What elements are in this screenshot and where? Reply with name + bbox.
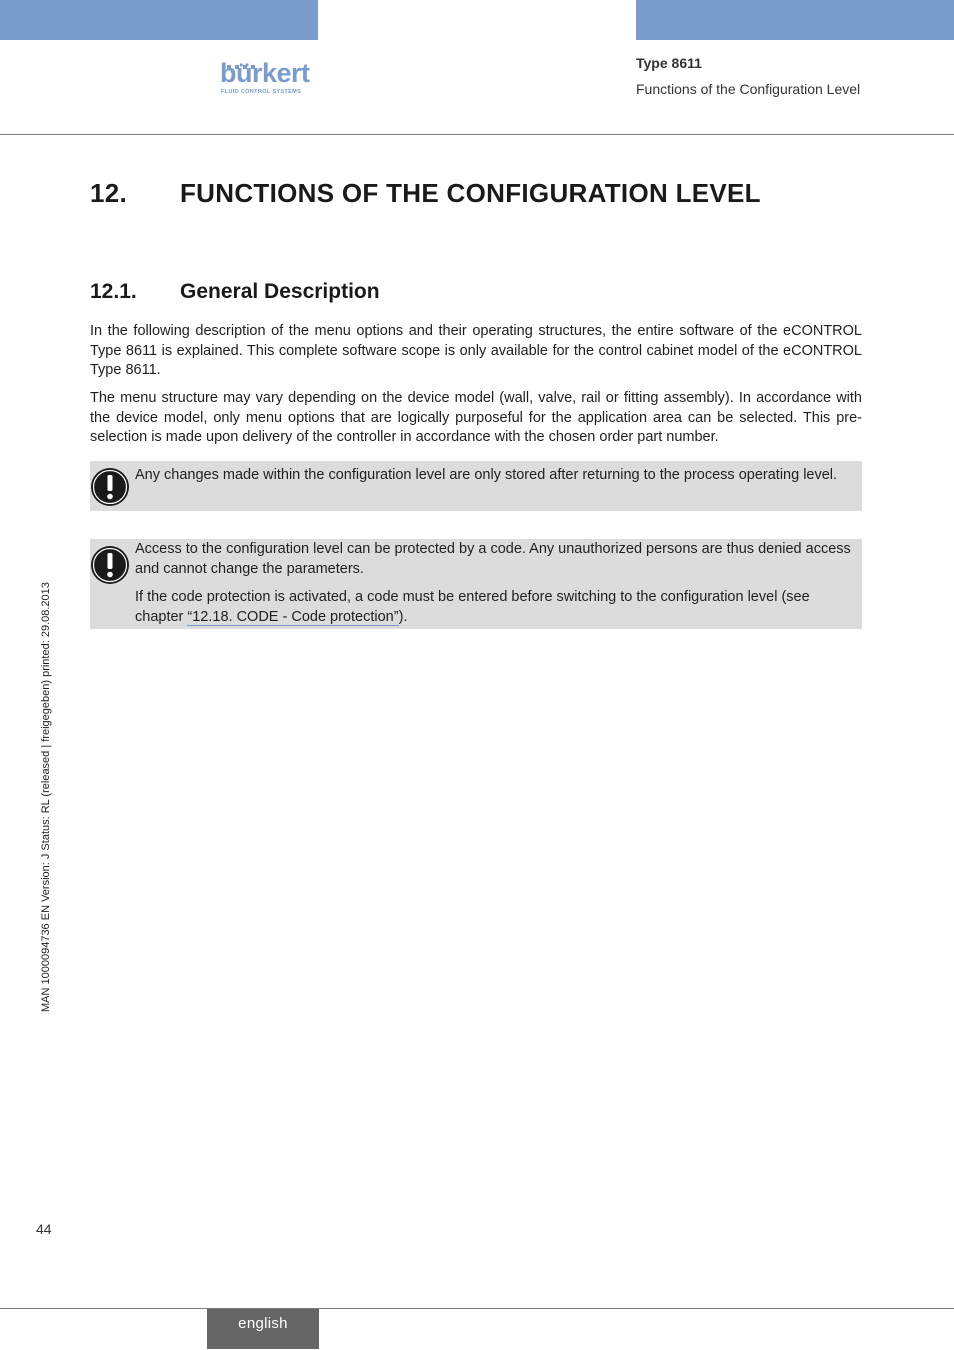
note-2-text-2 [135,588,856,627]
document-version-info: MAN 1000094736 EN Version: J Status: RL (released | freigegeben) printed: 29.08.2013 [40,582,52,1012]
note-2-text-2-before: If the code protection is activated, a code must be entered before switching to the configuration level (see chapter [135,589,810,625]
note-2-text-2-after: ). [398,608,408,625]
exclamation-icon [90,467,130,507]
note-1-text: Any changes made within the configuration level are only stored after returning to the process operating level. [135,467,838,483]
section-number: 12.1. [90,280,137,303]
section-title: General Description [180,280,380,303]
page-number: 44 [36,1221,52,1237]
logo-wordmark: bürkert [220,58,310,88]
body-paragraph-2: The menu structure may vary depending on the device model (wall, valve, rail or fitting assembly). In accordance with the device model, only menu options that are logically purposeful for the application area can be selected. This pre-selection is made upon delivery of the controller in accordance with the chosen order part number. [90,390,862,445]
footer-divider [0,1308,954,1309]
body-paragraph-1: In the following description of the menu options and their operating structures, the entire software of the eCONTROL Type 8611 is explained. This complete software scope is only available for the control cabinet model of the eCONTROL Type 8611. [90,323,862,378]
code-protection-link[interactable]: “12.18. CODE - Code protection” [187,608,399,625]
exclamation-icon [90,545,130,585]
header-divider [0,134,954,135]
chapter-title: FUNCTIONS OF THE CONFIGURATION LEVEL [180,178,761,208]
header-type-label: Type 8611 [636,55,702,71]
note-box-1 [90,461,862,511]
header-band-right [636,0,954,40]
note-box-2 [90,539,862,629]
header-section-label: Functions of the Configuration Level [636,81,861,97]
header-band-left [0,0,318,40]
chapter-number: 12. [90,178,128,208]
note-2-text-1: Access to the configuration level can be protected by a code. Any unauthorized persons are thus denied access and cannot change the parameters. [135,541,851,577]
logo-tagline: FLUID CONTROL SYSTEMS [221,89,302,95]
language-tab: english [207,1309,319,1349]
